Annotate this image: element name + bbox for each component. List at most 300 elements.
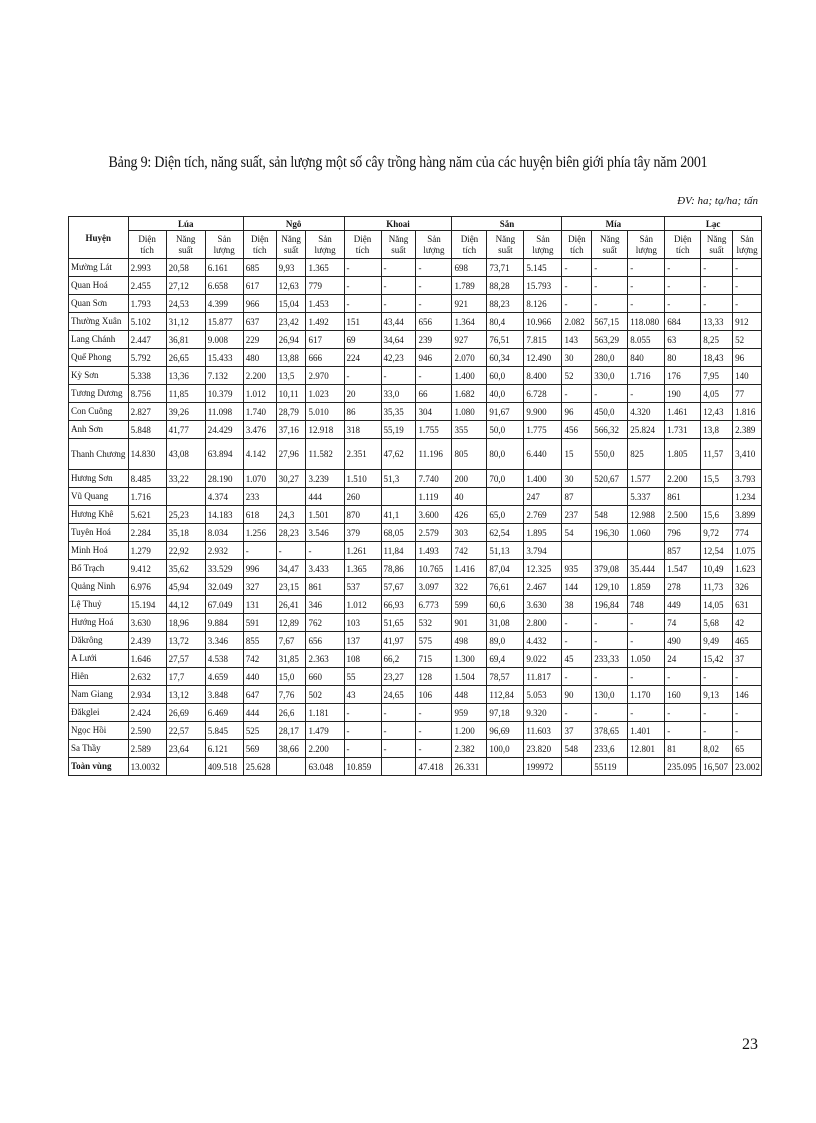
table-cell: 106 xyxy=(416,686,452,704)
table-cell: 11.196 xyxy=(416,439,452,470)
table-cell: 2.382 xyxy=(452,740,487,758)
table-cell: - xyxy=(344,722,381,740)
sub-header-yield: Năng suất xyxy=(166,231,205,259)
table-cell: 78,57 xyxy=(487,668,524,686)
table-cell: 23,42 xyxy=(276,313,306,331)
table-cell: 935 xyxy=(562,560,592,578)
table-cell: 37,16 xyxy=(276,421,306,439)
table-cell: 9.900 xyxy=(524,403,562,421)
table-cell: 14.830 xyxy=(128,439,166,470)
table-cell: 40,0 xyxy=(487,385,524,403)
district-name: Minh Hoá xyxy=(69,542,129,560)
table-cell: 42,23 xyxy=(381,349,416,367)
table-cell: 1.070 xyxy=(243,470,276,488)
table-cell: 444 xyxy=(306,488,344,506)
table-cell: 15,0 xyxy=(276,668,306,686)
table-cell: 1.256 xyxy=(243,524,276,542)
district-name: Tương Dương xyxy=(69,385,129,403)
table-cell: 51,3 xyxy=(381,470,416,488)
table-row xyxy=(69,614,762,632)
table-row xyxy=(69,259,762,277)
table-cell: 27,96 xyxy=(276,439,306,470)
table-cell: 6.469 xyxy=(205,704,243,722)
table-cell: 118.080 xyxy=(628,313,665,331)
table-cell xyxy=(381,758,416,776)
table-cell: 23.820 xyxy=(524,740,562,758)
table-cell: 2.589 xyxy=(128,740,166,758)
table-cell: 742 xyxy=(243,650,276,668)
table-cell: 278 xyxy=(665,578,701,596)
sub-header-yield: Năng suất xyxy=(381,231,416,259)
table-cell: 1.170 xyxy=(628,686,665,704)
table-cell: 1.504 xyxy=(452,668,487,686)
table-cell: 35,18 xyxy=(166,524,205,542)
table-row xyxy=(69,367,762,385)
table-cell: 66,93 xyxy=(381,596,416,614)
table-cell: 151 xyxy=(344,313,381,331)
table-cell: 6.773 xyxy=(416,596,452,614)
table-row xyxy=(69,439,762,470)
table-cell: 229 xyxy=(243,331,276,349)
table-cell: 24,53 xyxy=(166,295,205,313)
table-cell: 996 xyxy=(243,560,276,578)
district-name: Quế Phong xyxy=(69,349,129,367)
table-cell: 2.455 xyxy=(128,277,166,295)
sub-header-output: Sản lượng xyxy=(416,231,452,259)
table-cell: 2.993 xyxy=(128,259,166,277)
table-cell: 569 xyxy=(243,740,276,758)
table-cell: 660 xyxy=(306,668,344,686)
table-cell: 233 xyxy=(243,488,276,506)
table-cell: 25.628 xyxy=(243,758,276,776)
table-cell: 7.132 xyxy=(205,367,243,385)
table-cell: - xyxy=(416,704,452,722)
table-cell: 26,69 xyxy=(166,704,205,722)
table-cell: 4.659 xyxy=(205,668,243,686)
table-cell: 44,12 xyxy=(166,596,205,614)
district-name: A Lưới xyxy=(69,650,129,668)
table-cell: 37 xyxy=(733,650,762,668)
table-cell: - xyxy=(701,722,733,740)
table-row xyxy=(69,632,762,650)
table-cell: 15.433 xyxy=(205,349,243,367)
table-cell: 4.432 xyxy=(524,632,562,650)
table-cell: 1.805 xyxy=(665,439,701,470)
table-cell: 76,51 xyxy=(487,331,524,349)
table-cell: - xyxy=(628,295,665,313)
table-cell: 1.400 xyxy=(452,367,487,385)
sub-header-output: Sản lượng xyxy=(205,231,243,259)
table-cell: - xyxy=(562,385,592,403)
table-cell: 36,81 xyxy=(166,331,205,349)
table-cell: 566,32 xyxy=(592,421,628,439)
table-cell: - xyxy=(592,704,628,722)
sub-header-yield: Năng suất xyxy=(487,231,524,259)
table-cell: 685 xyxy=(243,259,276,277)
table-cell: 631 xyxy=(733,596,762,614)
table-cell: 1.416 xyxy=(452,560,487,578)
table-cell: 502 xyxy=(306,686,344,704)
table-cell: 698 xyxy=(452,259,487,277)
table-cell: 966 xyxy=(243,295,276,313)
table-cell: - xyxy=(733,259,762,277)
total-row xyxy=(69,758,762,776)
table-cell: 239 xyxy=(416,331,452,349)
table-cell: 480 xyxy=(243,349,276,367)
table-cell: 26,6 xyxy=(276,704,306,722)
table-cell: 748 xyxy=(628,596,665,614)
table-cell: 18,96 xyxy=(166,614,205,632)
table-cell: - xyxy=(562,668,592,686)
table-cell: 5.621 xyxy=(128,506,166,524)
table-cell: - xyxy=(344,259,381,277)
table-cell: 1.401 xyxy=(628,722,665,740)
table-cell: 440 xyxy=(243,668,276,686)
table-row xyxy=(69,277,762,295)
table-cell: 55119 xyxy=(592,758,628,776)
table-row xyxy=(69,704,762,722)
table-cell: 34,47 xyxy=(276,560,306,578)
table-cell: 60,34 xyxy=(487,349,524,367)
table-cell: 666 xyxy=(306,349,344,367)
table-cell: 20,58 xyxy=(166,259,205,277)
table-cell: 10.966 xyxy=(524,313,562,331)
table-cell: - xyxy=(701,295,733,313)
table-cell: 12.918 xyxy=(306,421,344,439)
table-body xyxy=(69,259,762,776)
table-cell: 2.579 xyxy=(416,524,452,542)
table-cell: - xyxy=(733,668,762,686)
crop-header-ngo: Ngô xyxy=(243,217,344,231)
table-cell: 449 xyxy=(665,596,701,614)
table-cell: 43 xyxy=(344,686,381,704)
table-cell: 144 xyxy=(562,578,592,596)
district-name: Anh Sơn xyxy=(69,421,129,439)
district-name: Quảng Ninh xyxy=(69,578,129,596)
table-cell xyxy=(628,758,665,776)
table-cell: 96,69 xyxy=(487,722,524,740)
sub-header-area: Diện tích xyxy=(344,231,381,259)
table-cell: 742 xyxy=(452,542,487,560)
table-cell: 200 xyxy=(452,470,487,488)
table-cell: 52 xyxy=(562,367,592,385)
table-cell: 2.082 xyxy=(562,313,592,331)
table-cell: 3.794 xyxy=(524,542,562,560)
table-cell: 80,0 xyxy=(487,439,524,470)
crop-header-khoai: Khoai xyxy=(344,217,452,231)
sub-header-output: Sản lượng xyxy=(524,231,562,259)
table-cell: 805 xyxy=(452,439,487,470)
table-cell: 25,23 xyxy=(166,506,205,524)
table-cell: 67.049 xyxy=(205,596,243,614)
table-cell: 617 xyxy=(306,331,344,349)
table-cell: 1.493 xyxy=(416,542,452,560)
table-cell: - xyxy=(381,277,416,295)
table-cell: 5.010 xyxy=(306,403,344,421)
table-cell: 2.590 xyxy=(128,722,166,740)
crop-header-row xyxy=(69,217,762,231)
table-cell: - xyxy=(562,614,592,632)
table-cell: 2.447 xyxy=(128,331,166,349)
table-cell: 1.365 xyxy=(344,560,381,578)
table-cell: 11.603 xyxy=(524,722,562,740)
table-cell: 30 xyxy=(562,349,592,367)
table-cell xyxy=(487,758,524,776)
table-cell: 47.418 xyxy=(416,758,452,776)
table-cell: 12,43 xyxy=(701,403,733,421)
table-cell: - xyxy=(665,668,701,686)
table-cell: - xyxy=(381,367,416,385)
sub-header-yield: Năng suất xyxy=(701,231,733,259)
table-cell: 303 xyxy=(452,524,487,542)
table-cell xyxy=(562,542,592,560)
table-cell: 1.775 xyxy=(524,421,562,439)
table-cell: 796 xyxy=(665,524,701,542)
table-row xyxy=(69,524,762,542)
table-cell: 5.792 xyxy=(128,349,166,367)
table-cell: 27,12 xyxy=(166,277,205,295)
table-cell: 35,62 xyxy=(166,560,205,578)
table-cell: - xyxy=(592,295,628,313)
table-cell: 3.546 xyxy=(306,524,344,542)
table-cell: 656 xyxy=(306,632,344,650)
table-cell: 1.060 xyxy=(628,524,665,542)
table-cell: - xyxy=(628,385,665,403)
table-cell: 20 xyxy=(344,385,381,403)
table-cell: 66,2 xyxy=(381,650,416,668)
district-name: Lệ Thuỷ xyxy=(69,596,129,614)
sub-header-area: Diện tích xyxy=(452,231,487,259)
table-cell: 1.400 xyxy=(524,470,562,488)
table-cell: 1.364 xyxy=(452,313,487,331)
table-cell: 131 xyxy=(243,596,276,614)
table-cell: 921 xyxy=(452,295,487,313)
table-cell: 2.970 xyxy=(306,367,344,385)
table-cell: 224 xyxy=(344,349,381,367)
table-cell xyxy=(487,488,524,506)
district-name: Con Cuông xyxy=(69,403,129,421)
page-number: 23 xyxy=(742,1036,758,1053)
table-cell: 346 xyxy=(306,596,344,614)
district-name: Đăkglei xyxy=(69,704,129,722)
table-row xyxy=(69,740,762,758)
crop-table xyxy=(68,216,762,776)
table-cell: 1.119 xyxy=(416,488,452,506)
table-cell: 80 xyxy=(665,349,701,367)
table-cell: 456 xyxy=(562,421,592,439)
table-cell: 450,0 xyxy=(592,403,628,421)
table-cell: 9,13 xyxy=(701,686,733,704)
table-cell: - xyxy=(381,295,416,313)
table-cell: 2.934 xyxy=(128,686,166,704)
table-cell: 77 xyxy=(733,385,762,403)
table-cell: 90 xyxy=(562,686,592,704)
table-row xyxy=(69,578,762,596)
table-cell: 1.501 xyxy=(306,506,344,524)
table-cell: 901 xyxy=(452,614,487,632)
table-cell: 33,22 xyxy=(166,470,205,488)
sub-header-yield: Năng suất xyxy=(276,231,306,259)
table-cell: 322 xyxy=(452,578,487,596)
table-cell: 260 xyxy=(344,488,381,506)
table-cell: 330,0 xyxy=(592,367,628,385)
table-cell: 25.824 xyxy=(628,421,665,439)
table-cell: 1.023 xyxy=(306,385,344,403)
table-cell: - xyxy=(665,722,701,740)
table-cell: 10.859 xyxy=(344,758,381,776)
table-cell: 1.181 xyxy=(306,704,344,722)
table-cell: 1.547 xyxy=(665,560,701,578)
table-cell: 8.756 xyxy=(128,385,166,403)
table-cell: 12,89 xyxy=(276,614,306,632)
table-cell: - xyxy=(381,722,416,740)
table-cell: - xyxy=(628,614,665,632)
table-cell: 43,08 xyxy=(166,439,205,470)
table-cell: 3.600 xyxy=(416,506,452,524)
table-cell: 1.740 xyxy=(243,403,276,421)
table-cell: 38 xyxy=(562,596,592,614)
table-cell: 1.716 xyxy=(628,367,665,385)
table-cell: 45 xyxy=(562,650,592,668)
table-cell: 190 xyxy=(665,385,701,403)
table-cell: 3.239 xyxy=(306,470,344,488)
table-cell: 15.877 xyxy=(205,313,243,331)
table-cell: 11,84 xyxy=(381,542,416,560)
table-cell: - xyxy=(592,385,628,403)
table-cell: - xyxy=(628,277,665,295)
table-cell: 9.884 xyxy=(205,614,243,632)
table-cell: 24.429 xyxy=(205,421,243,439)
crop-header-san: Sắn xyxy=(452,217,562,231)
table-cell: 8.126 xyxy=(524,295,562,313)
table-cell: 11,57 xyxy=(701,439,733,470)
district-name: Dăkrông xyxy=(69,632,129,650)
table-cell xyxy=(701,488,733,506)
district-name: Nam Giang xyxy=(69,686,129,704)
sub-header-output: Sản lượng xyxy=(628,231,665,259)
table-row xyxy=(69,295,762,313)
table-cell: 130,0 xyxy=(592,686,628,704)
table-cell: - xyxy=(701,277,733,295)
crop-header-lua: Lúa xyxy=(128,217,243,231)
table-cell: 656 xyxy=(416,313,452,331)
table-cell: 13,33 xyxy=(701,313,733,331)
table-cell: 1.816 xyxy=(733,403,762,421)
table-cell: - xyxy=(416,740,452,758)
table-cell: 196,84 xyxy=(592,596,628,614)
table-cell: 13.0032 xyxy=(128,758,166,776)
table-cell: 7,67 xyxy=(276,632,306,650)
table-cell: 2.200 xyxy=(665,470,701,488)
table-cell: 28,17 xyxy=(276,722,306,740)
table-cell: 50,0 xyxy=(487,421,524,439)
table-cell: - xyxy=(562,632,592,650)
table-cell: - xyxy=(243,542,276,560)
table-cell: 1.793 xyxy=(128,295,166,313)
table-row xyxy=(69,560,762,578)
table-cell: 143 xyxy=(562,331,592,349)
table-cell: 13,12 xyxy=(166,686,205,704)
table-cell: 23,64 xyxy=(166,740,205,758)
crop-header-lac: Lạc xyxy=(665,217,762,231)
table-cell: - xyxy=(628,704,665,722)
table-cell: 9,93 xyxy=(276,259,306,277)
district-name: Kỳ Sơn xyxy=(69,367,129,385)
table-cell: 1.300 xyxy=(452,650,487,668)
table-cell: - xyxy=(562,259,592,277)
table-cell: 33,0 xyxy=(381,385,416,403)
table-cell: 959 xyxy=(452,704,487,722)
table-cell: 1.479 xyxy=(306,722,344,740)
district-header: Huyện xyxy=(69,217,129,259)
table-cell: 2.200 xyxy=(306,740,344,758)
table-cell: 12,63 xyxy=(276,277,306,295)
table-cell: 861 xyxy=(306,578,344,596)
table-cell: 12,54 xyxy=(701,542,733,560)
table-cell: 52 xyxy=(733,331,762,349)
table-cell: 10,11 xyxy=(276,385,306,403)
table-cell: 41,1 xyxy=(381,506,416,524)
table-cell: 355 xyxy=(452,421,487,439)
table-cell: 2.424 xyxy=(128,704,166,722)
table-cell: - xyxy=(381,704,416,722)
table-cell: 8.034 xyxy=(205,524,243,542)
table-cell: 5.145 xyxy=(524,259,562,277)
table-cell: 47,62 xyxy=(381,439,416,470)
table-cell: - xyxy=(306,542,344,560)
table-cell xyxy=(562,758,592,776)
table-cell: 15.793 xyxy=(524,277,562,295)
table-cell: - xyxy=(344,277,381,295)
table-cell: 946 xyxy=(416,349,452,367)
table-cell: 11.817 xyxy=(524,668,562,686)
table-cell: - xyxy=(665,704,701,722)
table-cell: 26,65 xyxy=(166,349,205,367)
table-cell: 31,12 xyxy=(166,313,205,331)
sub-header-output: Sản lượng xyxy=(733,231,762,259)
table-cell: 490 xyxy=(665,632,701,650)
table-cell: 33.529 xyxy=(205,560,243,578)
table-cell: - xyxy=(381,740,416,758)
table-cell: 41,77 xyxy=(166,421,205,439)
sub-header-area: Diện tích xyxy=(128,231,166,259)
table-cell: 6.728 xyxy=(524,385,562,403)
table-cell: 7.815 xyxy=(524,331,562,349)
table-cell: 196,30 xyxy=(592,524,628,542)
table-cell: 426 xyxy=(452,506,487,524)
table-cell: 550,0 xyxy=(592,439,628,470)
table-cell: 80,4 xyxy=(487,313,524,331)
table-cell: 8,25 xyxy=(701,331,733,349)
table-cell: 5.053 xyxy=(524,686,562,704)
table-cell: 5.338 xyxy=(128,367,166,385)
table-cell: 10,49 xyxy=(701,560,733,578)
table-cell: 12.325 xyxy=(524,560,562,578)
table-cell: 176 xyxy=(665,367,701,385)
table-cell: - xyxy=(381,259,416,277)
table-cell: 27,57 xyxy=(166,650,205,668)
table-cell: 2.363 xyxy=(306,650,344,668)
table-cell: 70,0 xyxy=(487,470,524,488)
table-row xyxy=(69,650,762,668)
table-cell: 1.080 xyxy=(452,403,487,421)
table-cell: 129,10 xyxy=(592,578,628,596)
table-cell: 31,08 xyxy=(487,614,524,632)
table-cell: - xyxy=(733,277,762,295)
table-cell: - xyxy=(628,632,665,650)
table-cell: 5,68 xyxy=(701,614,733,632)
table-cell: - xyxy=(733,295,762,313)
